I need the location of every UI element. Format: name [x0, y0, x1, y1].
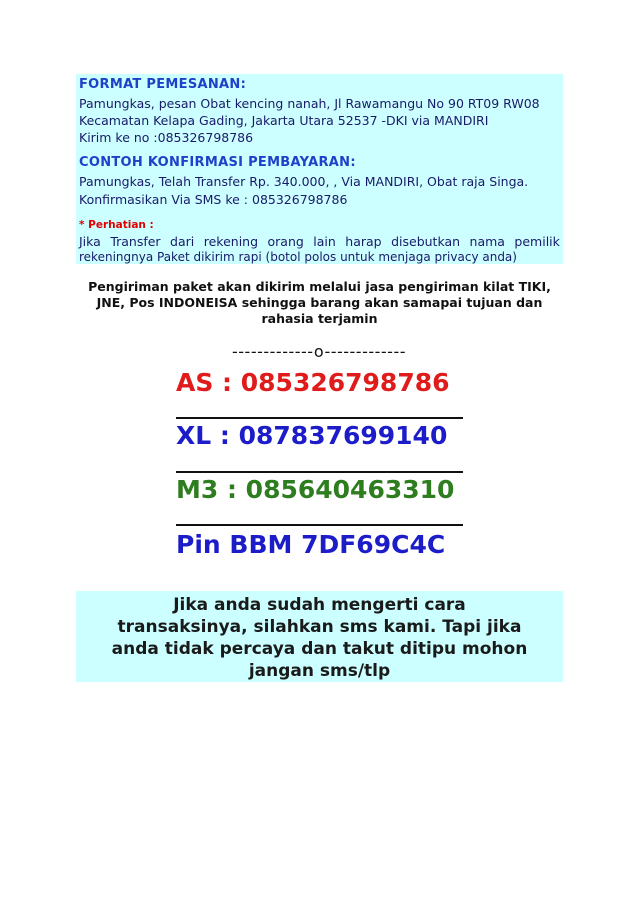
notice-line-2: rekeningnya Paket dikirim rapi (botol polos untuk menjaga privacy anda) — [79, 250, 517, 264]
separator: -------------o------------- — [232, 342, 406, 361]
notice-heading: * Perhatian : — [79, 219, 154, 231]
closing-box — [76, 591, 563, 682]
closing-line-1: Jika anda sudah mengerti cara — [173, 595, 466, 615]
closing-text — [76, 594, 563, 682]
notice-word: pemilik — [514, 234, 560, 249]
notice-line-1 — [79, 234, 560, 249]
payment-confirmation-line-2: Konfirmasikan Via SMS ke : 085326798786 — [79, 192, 348, 207]
notice-word: lain — [313, 234, 336, 249]
shipping-info — [76, 279, 563, 327]
order-info-box — [76, 74, 563, 264]
order-format-heading: FORMAT PEMESANAN: — [79, 77, 247, 92]
shipping-line-1: Pengiriman paket akan dikirim melalui jasa pengiriman kilat TIKI, — [88, 279, 551, 294]
order-format-line-2: Kecamatan Kelapa Gading, Jakarta Utara 52537 -DKI via MANDIRI — [79, 113, 489, 128]
notice-word: orang — [267, 234, 304, 249]
contact-xl: XL : 087837699140 — [176, 421, 448, 450]
notice-word: Jika — [79, 234, 101, 249]
contact-bbm: Pin BBM 7DF69C4C — [176, 530, 446, 559]
divider-rule — [176, 471, 463, 473]
notice-word: rekening — [203, 234, 259, 249]
payment-confirmation-heading: CONTOH KONFIRMASI PEMBAYARAN: — [79, 155, 356, 170]
notice-word: harap — [345, 234, 382, 249]
divider-rule — [176, 524, 463, 526]
shipping-line-2: JNE, Pos INDONEISA sehingga barang akan samapai tujuan dan — [96, 295, 543, 310]
notice-word: dari — [170, 234, 195, 249]
notice-word: nama — [469, 234, 505, 249]
payment-confirmation-line-1: Pamungkas, Telah Transfer Rp. 340.000, , Via MANDIRI, Obat raja Singa. — [79, 174, 529, 189]
notice-word: disebutkan — [391, 234, 461, 249]
divider-rule — [176, 417, 463, 419]
contact-as: AS : 085326798786 — [176, 368, 450, 397]
closing-line-3: anda tidak percaya dan takut ditipu mohon — [111, 639, 528, 659]
notice-word: Transfer — [110, 234, 161, 249]
order-format-line-3: Kirim ke no :085326798786 — [79, 130, 254, 145]
shipping-line-3: rahasia terjamin — [261, 311, 378, 326]
closing-line-2: transaksinya, silahkan sms kami. Tapi jika — [117, 617, 522, 637]
order-format-line-1: Pamungkas, pesan Obat kencing nanah, Jl Rawamangu No 90 RT09 RW08 — [79, 96, 540, 111]
contact-m3: M3 : 085640463310 — [176, 475, 455, 504]
closing-line-4: jangan sms/tlp — [248, 661, 391, 681]
